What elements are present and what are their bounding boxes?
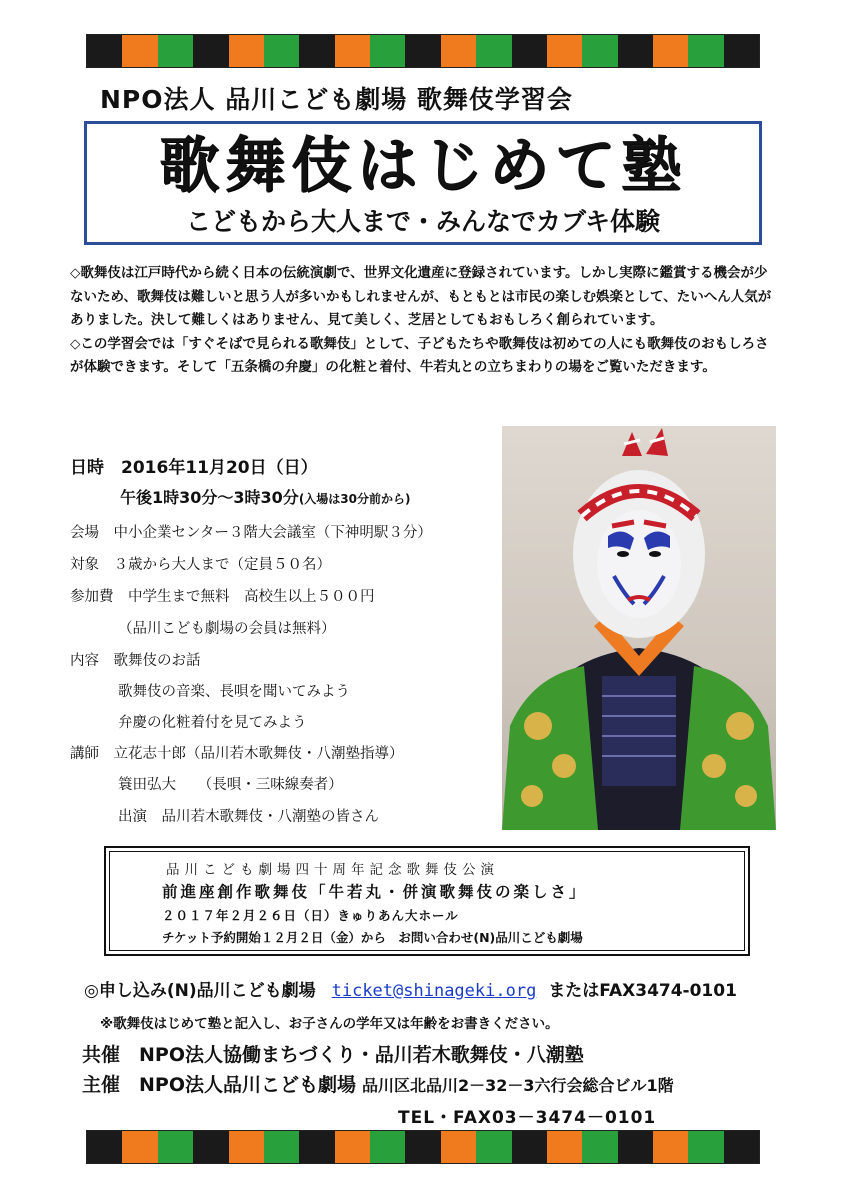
curtain-stripe-segment — [512, 35, 547, 67]
kabuki-actor-photo — [502, 426, 776, 830]
event-lecturer-2: 簑田弘大 （長唄・三味線奏者） — [118, 777, 343, 793]
org-title: NPO法人 品川こども劇場 歌舞伎学習会 — [100, 85, 573, 114]
curtain-stripe-segment — [122, 35, 157, 67]
notice-line-2: 前進座創作歌舞伎「牛若丸・併演歌舞伎の楽しさ」 — [162, 883, 588, 901]
curtain-stripe-segment — [476, 35, 511, 67]
curtain-stripe-segment — [335, 1131, 370, 1163]
co-host-line: 共催 NPO法人協働まちづくり・品川若木歌舞伎・八潮塾 — [82, 1044, 584, 1066]
bottom-curtain-stripe — [86, 1130, 760, 1164]
apply-suffix: またはFAX3474-0101 — [548, 981, 737, 1001]
host-name: 主催 NPO法人品川こども劇場 — [82, 1074, 356, 1096]
event-fee: 参加費 中学生まで無料 高校生以上５００円 — [70, 589, 375, 605]
intro-paragraph-2: ◇この学習会では「すぐそばで見られる歌舞伎」として、子どもたちや歌舞伎は初めての人にも歌舞伎のおもしろさが体験できます。そして「五条橋の弁慶」の化粧と着付、牛若丸との立ちまわりの場をご覧いただきます。 — [70, 335, 769, 375]
intro-paragraph-1: ◇歌舞伎は江戸時代から続く日本の伝統演劇で、世界文化遺産に登録されています。しかし実際に鑑賞する機会が少ないため、歌舞伎は難しいと思う人が多いかもしれませんが、もともとは市民の楽しむ娯楽として、たいへん人気がありました。決して難しくはありません、見て美しく、芝居としてもおもしろく創られています。 — [70, 265, 772, 328]
curtain-stripe-segment — [441, 1131, 476, 1163]
event-time-note: (入場は30分前から) — [298, 492, 411, 506]
event-content-3: 弁慶の化粧着付を見てみよう — [118, 715, 307, 731]
event-fee-note: （品川こども劇場の会員は無料） — [118, 621, 336, 637]
host-line — [82, 1070, 674, 1097]
curtain-stripe-segment — [87, 35, 122, 67]
email-link[interactable]: ticket@shinageki.org — [331, 981, 537, 1001]
curtain-stripe-segment — [264, 1131, 299, 1163]
curtain-stripe-segment — [193, 35, 228, 67]
main-title: 歌舞伎はじめて塾 — [159, 131, 687, 201]
curtain-stripe-segment — [653, 1131, 688, 1163]
kabuki-actor-illustration — [502, 426, 776, 830]
application-note: ※歌舞伎はじめて塾と記入し、お子さんの学年又は年齢をお書きください。 — [100, 1016, 559, 1032]
curtain-stripe-segment — [122, 1131, 157, 1163]
curtain-stripe-segment — [87, 1131, 122, 1163]
sub-title: こどもから大人まで・みんなでカブキ体験 — [185, 207, 660, 236]
curtain-stripe-segment — [405, 1131, 440, 1163]
curtain-stripe-segment — [618, 1131, 653, 1163]
event-target: 対象 ３歳から大人まで（定員５０名） — [70, 557, 331, 573]
curtain-stripe-segment — [229, 35, 264, 67]
event-date: 日時 2016年11月20日（日） — [70, 458, 318, 478]
curtain-stripe-segment — [370, 1131, 405, 1163]
tel-fax: TEL・FAX03－3474－0101 — [398, 1108, 657, 1128]
application-line — [84, 976, 737, 1001]
event-venue: 会場 中小企業センター３階大会議室（下神明駅３分） — [70, 525, 432, 541]
curtain-stripe-segment — [158, 1131, 193, 1163]
curtain-stripe-segment — [547, 35, 582, 67]
event-lecturer-1: 講師 立花志十郎（品川若木歌舞伎・八潮塾指導） — [70, 746, 404, 762]
curtain-stripe-segment — [618, 35, 653, 67]
anniversary-notice-inner — [109, 851, 745, 951]
curtain-stripe-segment — [512, 1131, 547, 1163]
event-performer: 出演 品川若木歌舞伎・八潮塾の皆さん — [118, 809, 379, 825]
curtain-stripe-segment — [441, 35, 476, 67]
curtain-stripe-segment — [229, 1131, 264, 1163]
curtain-stripe-segment — [688, 1131, 723, 1163]
curtain-stripe-segment — [582, 35, 617, 67]
curtain-stripe-segment — [405, 35, 440, 67]
notice-line-4: チケット予約開始１２月２日（金）から お問い合わせ(N)品川こども劇場 — [162, 930, 583, 945]
curtain-stripe-segment — [335, 35, 370, 67]
notice-line-3: ２０１７年２月２６日（日）きゅりあん大ホール — [162, 908, 459, 923]
curtain-stripe-segment — [724, 1131, 759, 1163]
curtain-stripe-segment — [582, 1131, 617, 1163]
notice-line-1: 品川こども劇場四十周年記念歌舞伎公演 — [166, 862, 499, 878]
curtain-stripe-segment — [653, 35, 688, 67]
event-time — [120, 485, 410, 508]
curtain-stripe-segment — [476, 1131, 511, 1163]
curtain-stripe-segment — [264, 35, 299, 67]
host-address: 品川区北品川2－32－3六行会総合ビル1階 — [361, 1076, 674, 1095]
curtain-stripe-segment — [688, 35, 723, 67]
curtain-stripe-segment — [724, 35, 759, 67]
curtain-stripe-segment — [299, 1131, 334, 1163]
curtain-stripe-segment — [547, 1131, 582, 1163]
title-box — [84, 121, 762, 245]
event-content-2: 歌舞伎の音楽、長唄を聞いてみよう — [118, 684, 350, 700]
event-content-1: 内容 歌舞伎のお話 — [70, 653, 201, 669]
apply-prefix: ◎申し込み(N)品川こども劇場 — [84, 981, 316, 1001]
intro-text — [70, 262, 780, 380]
curtain-stripe-segment — [370, 35, 405, 67]
curtain-stripe-segment — [158, 35, 193, 67]
curtain-stripe-segment — [193, 1131, 228, 1163]
event-time-range: 午後1時30分～3時30分 — [120, 488, 299, 507]
curtain-stripe-segment — [299, 35, 334, 67]
top-curtain-stripe — [86, 34, 760, 68]
anniversary-notice — [104, 846, 750, 956]
